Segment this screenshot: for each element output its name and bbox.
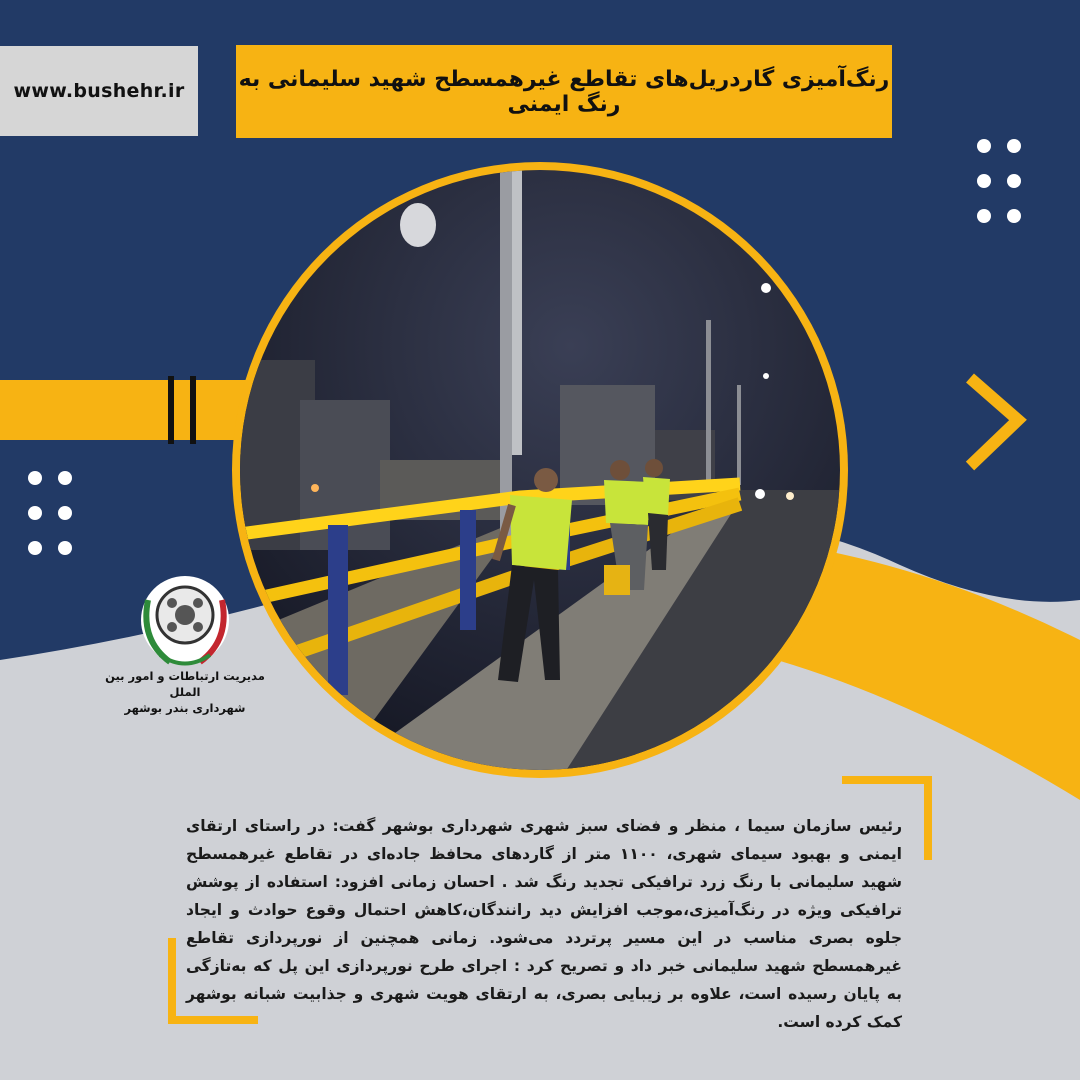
page-title: رنگ‌آمیزی گاردریل‌های تقاطع غیرهمسطح شهید سلیمانی به رنگ ایمنی <box>236 45 892 138</box>
logo-caption-line1: مدیریت ارتباطات و امور بین الملل <box>105 669 265 699</box>
municipality-logo-icon <box>141 576 229 664</box>
news-paragraph: رئیس سازمان سیما ، منظر و فضای سبز شهری شهرداری بوشهر گفت: در راستای ارتقای ایمنی و بهبود سیمای شهری، ۱۱۰۰ متر از گاردهای محافظ جاده‌ای در تقاطع غیرهمسطح شهید سلیمانی با رنگ زرد ترافیکی تجدید رنگ شد . احسان زمانی افزود: استفاده از پوشش ترافیکی ویژه در رنگ‌آمیزی،موجب افزایش دید رانندگان،کاهش احتمال وقوع حوادث و ایجاد جلوه بصری مناسب در این مسیر پرتردد می‌شود. زمانی همچنین از نورپردازی تقاطع غیرهمسطح شهید سلیمانی خبر داد و تصریح کرد : اجرای طرح نورپردازی این پل که به‌تازگی به پایان رسیده است، علاوه بر زیبایی بصری، به ارتقای هویت شهری و جذابیت شبانه بوشهر کمک کرده است. <box>186 817 902 1031</box>
yellow-left-bar <box>0 380 270 440</box>
website-label: www.bushehr.ir <box>0 46 198 136</box>
logo-caption <box>100 668 270 716</box>
logo-caption-line2: شهرداری بندر بوشهر <box>124 701 246 715</box>
bar-stripe-2 <box>190 376 196 444</box>
bar-stripe-1 <box>168 376 174 444</box>
